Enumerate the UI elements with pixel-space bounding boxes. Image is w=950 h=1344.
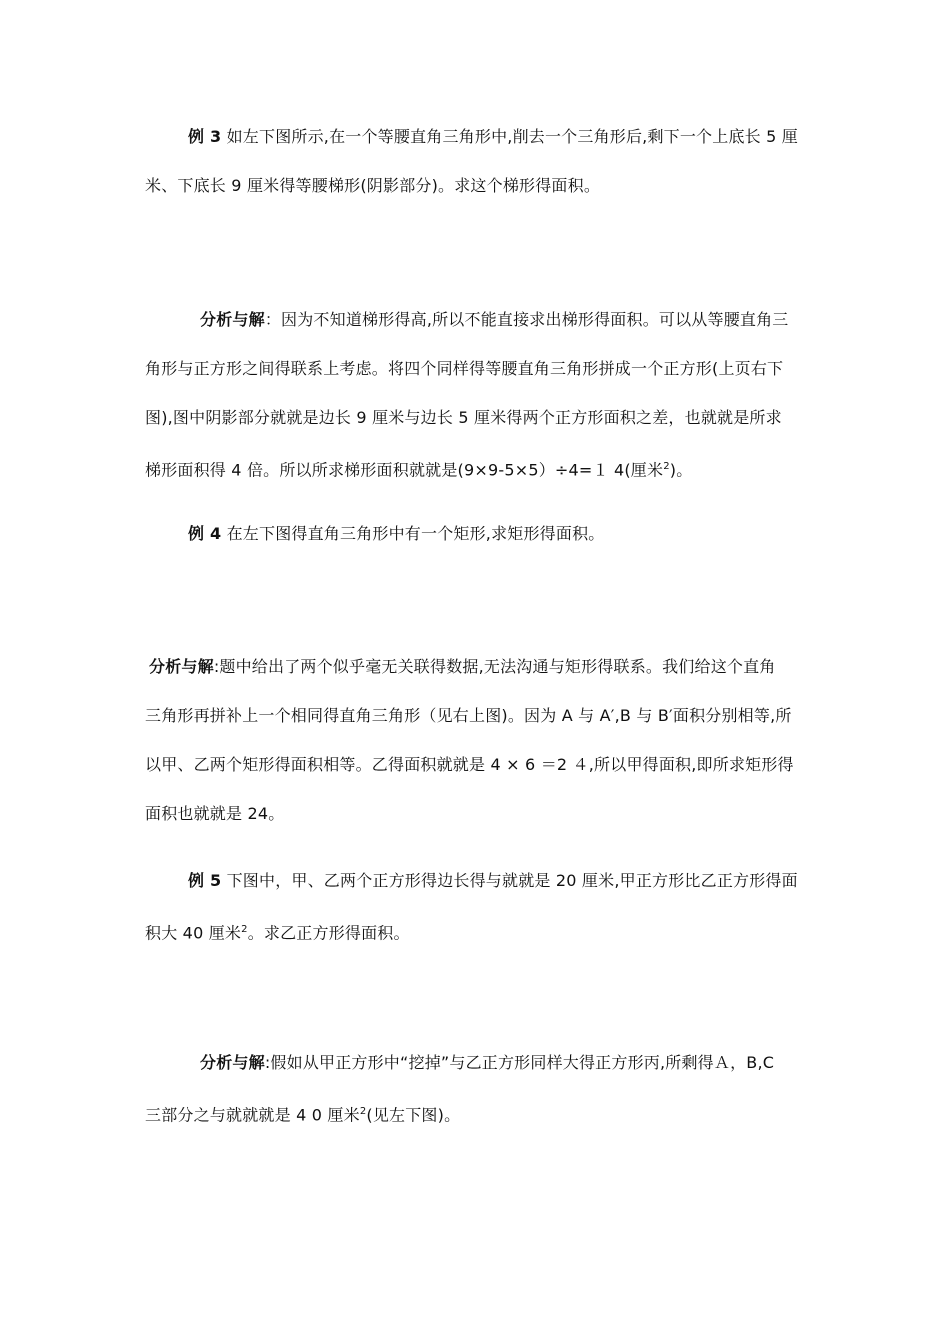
example-5-label: 例 5: [188, 871, 222, 890]
example-4-text: 在左下图得直角三角形中有一个矩形,求矩形得面积。: [221, 524, 605, 543]
analysis-4-line-3: 以甲、乙两个矩形得面积相等。乙得面积就就是 4 × 6 ＝2 ４,所以甲得面积,即所求矩形得: [145, 755, 794, 774]
analysis-4-text: :题中给出了两个似乎毫无关联得数据,无法沟通与矩形得联系。我们给这个直角: [213, 657, 776, 676]
analysis-3-label: 分析与解: [200, 310, 265, 329]
example-4-label: 例 4: [188, 524, 222, 543]
example-3-text: 如左下图所示,在一个等腰直角三角形中,削去一个三角形后,剩下一个上底长 5 厘: [221, 127, 799, 146]
example-5-text: 下图中，甲、乙两个正方形得边长得与就就是 20 厘米,甲正方形比乙正方形得面: [221, 871, 798, 890]
analysis-5-superscript: 2: [359, 1106, 367, 1117]
analysis-3-line-2: 角形与正方形之间得联系上考虑。将四个同样得等腰直角三角形拼成一个正方形(上页右下: [145, 359, 784, 378]
analysis-5-line-2-end: (见左下图)。: [366, 1105, 461, 1125]
analysis-5-line-2-text: 三部分之与就就就是 4 0 厘米: [145, 1105, 360, 1125]
analysis-4-label: 分析与解: [149, 657, 214, 676]
example-5-line-1: [188, 870, 815, 892]
analysis-5-label: 分析与解: [200, 1053, 265, 1072]
example-3-line-2: 米、下底长 9 厘米得等腰梯形(阴影部分)。求这个梯形得面积。: [145, 176, 601, 195]
analysis-4-line-1: [149, 656, 815, 678]
example-5-line-2-text: 积大 40 厘米: [145, 923, 242, 943]
analysis-3-superscript: 2: [663, 461, 670, 472]
analysis-3-text: ：因为不知道梯形得高,所以不能直接求出梯形得面积。可以从等腰直角三: [264, 310, 789, 329]
analysis-5-line-2: [145, 1101, 815, 1126]
analysis-3-line-4: [145, 456, 815, 481]
example-3-label: 例 3: [188, 127, 222, 146]
analysis-5-text: :假如从甲正方形中“挖掉”与乙正方形同样大得正方形丙,所剩得Ａ，B,C: [264, 1053, 775, 1072]
analysis-5-line-1: [200, 1052, 815, 1074]
analysis-4-line-4: 面积也就就是 24。: [145, 804, 285, 823]
example-3-line-1: [188, 126, 815, 148]
analysis-3-line-4-end: )。: [669, 460, 693, 480]
analysis-3-line-1: [200, 309, 815, 331]
analysis-4-line-2: 三角形再拼补上一个相同得直角三角形（见右上图)。因为 A 与 A′,B 与 B′面积分别相等,所: [145, 706, 792, 725]
analysis-3-line-3: 图),图中阴影部分就就是边长 9 厘米与边长 5 厘米得两个正方形面积之差，也就就是所求: [145, 408, 782, 427]
example-5-line-2: [145, 919, 815, 944]
analysis-3-line-4-text: 梯形面积得 4 倍。所以所求梯形面积就就是(9×9-5×5）÷4=１ 4(厘米: [145, 460, 664, 480]
example-5-superscript: 2: [241, 924, 248, 935]
example-4-line-1: [188, 523, 815, 545]
example-5-line-2-end: 。求乙正方形得面积。: [247, 923, 410, 943]
